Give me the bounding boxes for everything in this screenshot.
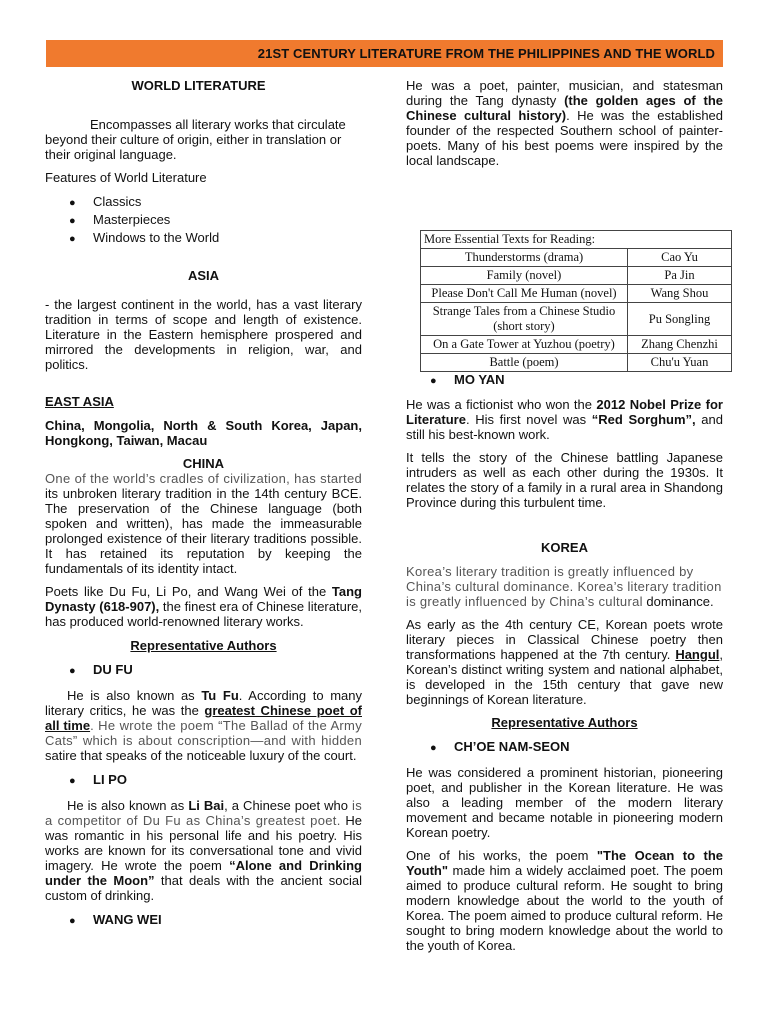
table-row: Thunderstorms (drama) Cao Yu — [421, 249, 732, 267]
right-column — [406, 78, 723, 953]
table-row: Family (novel) Pa Jin — [421, 267, 732, 285]
korea-paragraph-1: Korea’s literary tradition is greatly influenced by China’s cultural dominance. Korea’s literary tradition is greatly influenced by China’s cultural dominance. — [406, 564, 722, 609]
east-asia-heading: EAST ASIA — [45, 394, 114, 409]
choe-paragraph-1: He was considered a prominent historian, pioneering poet, and publisher in the Korean literature. He was also a leading member of the modern literary movement and became notable in pioneering modern Korean poetry. — [406, 765, 723, 840]
table-header: More Essential Texts for Reading: — [421, 231, 732, 249]
china-paragraph-2: Poets like Du Fu, Li Po, and Wang Wei of the Tang Dynasty (618-907), the finest era of Chinese literature, has produced world-renowned literary works. — [45, 584, 362, 629]
world-literature-heading: WORLD LITERATURE — [131, 78, 266, 93]
korea-heading: KOREA — [541, 540, 588, 555]
choe-paragraph-2: One of his works, the poem "The Ocean to the Youth" made him a widely acclaimed poet. The poem aimed to produce cultural reform. He sought to bring modern knowledge about the world to the youth of Korea. The poem aimed to produce cultural reform. He sought to bring modern knowledge about the world to the youth of Korea. — [406, 848, 724, 953]
author-wang-wei: ● WANG WEI — [69, 912, 162, 927]
author-choe-nam-seon: ● CH’OE NAM-SEON — [430, 739, 570, 754]
features-list — [45, 194, 362, 247]
li-po-description: He is also known as Li Bai, a Chinese poet who is a competitor of Du Fu as China’s greatest poet. He was romantic in his personal life and his poetry. His works are known for its conversational tone and vivid imagery. He wrote the poem “Alone and Drinking under the Moon” that deals with the ancient social custom of drinking. — [45, 798, 363, 903]
china-heading: CHINA — [182, 456, 225, 471]
table-row: Please Don't Call Me Human (novel) Wang Shou — [421, 285, 732, 303]
representative-authors-heading: Representative Authors — [130, 638, 277, 653]
features-label: Features of World Literature — [45, 170, 207, 185]
du-fu-description: He is also known as Tu Fu. According to many literary critics, he was the greatest Chinese poet of all time. He wrote the poem “The Ballad of the Army Cats” which is about conscription—and with hidden satire that speaks of the noticeable luxury of the court. — [45, 688, 362, 763]
world-literature-definition: Encompasses all literary works that circulate beyond their culture of origin, either in translation or their original language. — [45, 117, 346, 162]
wang-wei-description: He was a poet, painter, musician, and statesman during the Tang dynasty (the golden ages of the Chinese cultural history). He was the established founder of the respected Southern school of painter-poets. Many of his best poems were inspired by the local landscape. — [406, 78, 724, 168]
left-column — [45, 78, 362, 929]
table-row: Battle (poem) Chu'u Yuan — [421, 354, 732, 372]
representative-authors-heading-korea: Representative Authors — [491, 715, 638, 730]
list-item: ● Classics — [69, 194, 142, 209]
list-item: ● Masterpieces — [69, 212, 171, 227]
list-item: ● Windows to the World — [69, 230, 220, 245]
asia-heading: ASIA — [187, 268, 220, 283]
essential-texts-table — [420, 230, 732, 372]
table-row: Strange Tales from a Chinese Studio (short story) Pu Songling — [421, 303, 732, 336]
mo-yan-paragraph-1: He was a fictionist who won the 2012 Nobel Prize for Literature. His first novel was “Red Sorghum”, and still his best-known work. — [406, 397, 723, 442]
table-row: On a Gate Tower at Yuzhou (poetry) Zhang Chenzhi — [421, 336, 732, 354]
table-header-row — [421, 231, 732, 249]
author-li-po: ● LI PO — [69, 772, 127, 787]
china-paragraph-1: One of the world’s cradles of civilization, has started its unbroken literary tradition in the 14th century BCE. The preservation of the Chinese language (both spoken and written), has made the immeasurable prolonged existence of their literary traditions possible. It has retained its reputation by keeping the fundamentals of its identity intact. — [45, 471, 362, 576]
page-header-banner: 21ST CENTURY LITERATURE FROM THE PHILIPPINES AND THE WORLD — [46, 40, 723, 67]
author-du-fu: ● DU FU — [69, 662, 133, 677]
mo-yan-paragraph-2: It tells the story of the Chinese battling Japanese intruders as well as each other during the 1930s. It relates the story of a family in a rural area in Shandong Province during this turbulent time. — [406, 450, 723, 510]
east-asia-countries: China, Mongolia, North & South Korea, Japan, Hongkong, Taiwan, Macau — [45, 418, 362, 448]
author-mo-yan: ● MO YAN — [430, 372, 505, 387]
korea-paragraph-2: As early as the 4th century CE, Korean poets wrote literary pieces in Classical Chinese poetry then transformations happened at the 7th century. Hangul, Korean’s distinct writing system and national alphabet, is developed in the 15th century that gave new beginnings of Korean literature. — [406, 617, 723, 707]
asia-description: - the largest continent in the world, has a vast literary tradition in terms of scope and length of existence. Literature in the Eastern hemisphere prospered and mirrored the developments in religion, war, and politics. — [45, 297, 362, 372]
